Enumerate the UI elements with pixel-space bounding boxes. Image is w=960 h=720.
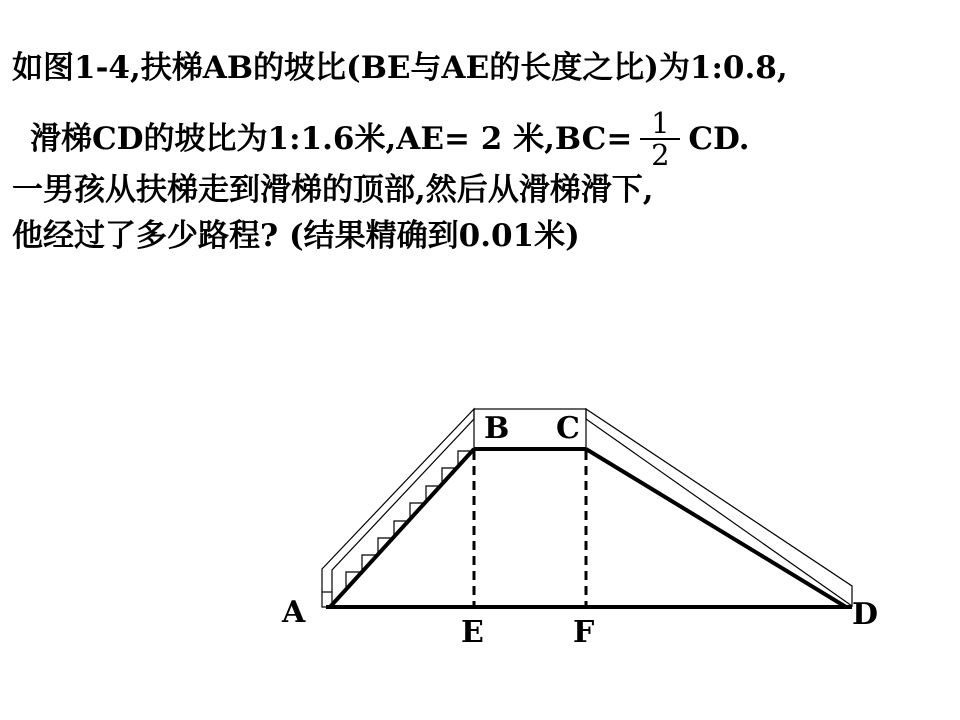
slide-rail	[586, 409, 852, 606]
problem-line-2-tail: CD.	[688, 121, 750, 157]
segment-cd	[586, 449, 846, 607]
fraction-numerator: 1	[651, 106, 670, 140]
point-label-e: E	[461, 615, 484, 650]
point-label-d: D	[852, 597, 879, 632]
problem-line-3: 一男孩从扶梯走到滑梯的顶部,然后从滑梯滑下,	[12, 172, 654, 208]
point-label-f: F	[573, 615, 595, 650]
point-label-c: C	[556, 411, 580, 446]
escalator-handrail	[322, 409, 474, 607]
segment-ab	[330, 449, 474, 607]
problem-line-4: 他经过了多少路程? (结果精确到0.01米)	[12, 218, 580, 254]
point-label-a: A	[282, 595, 306, 630]
problem-line-2-text: 滑梯CD的坡比为1:1.6米,AE= 2 米,BC=	[30, 121, 633, 157]
point-label-b: B	[484, 411, 510, 446]
problem-line-1: 如图1-4,扶梯AB的坡比(BE与AE的长度之比)为1:0.8,	[12, 50, 788, 86]
fraction-denominator: 2	[651, 138, 670, 172]
